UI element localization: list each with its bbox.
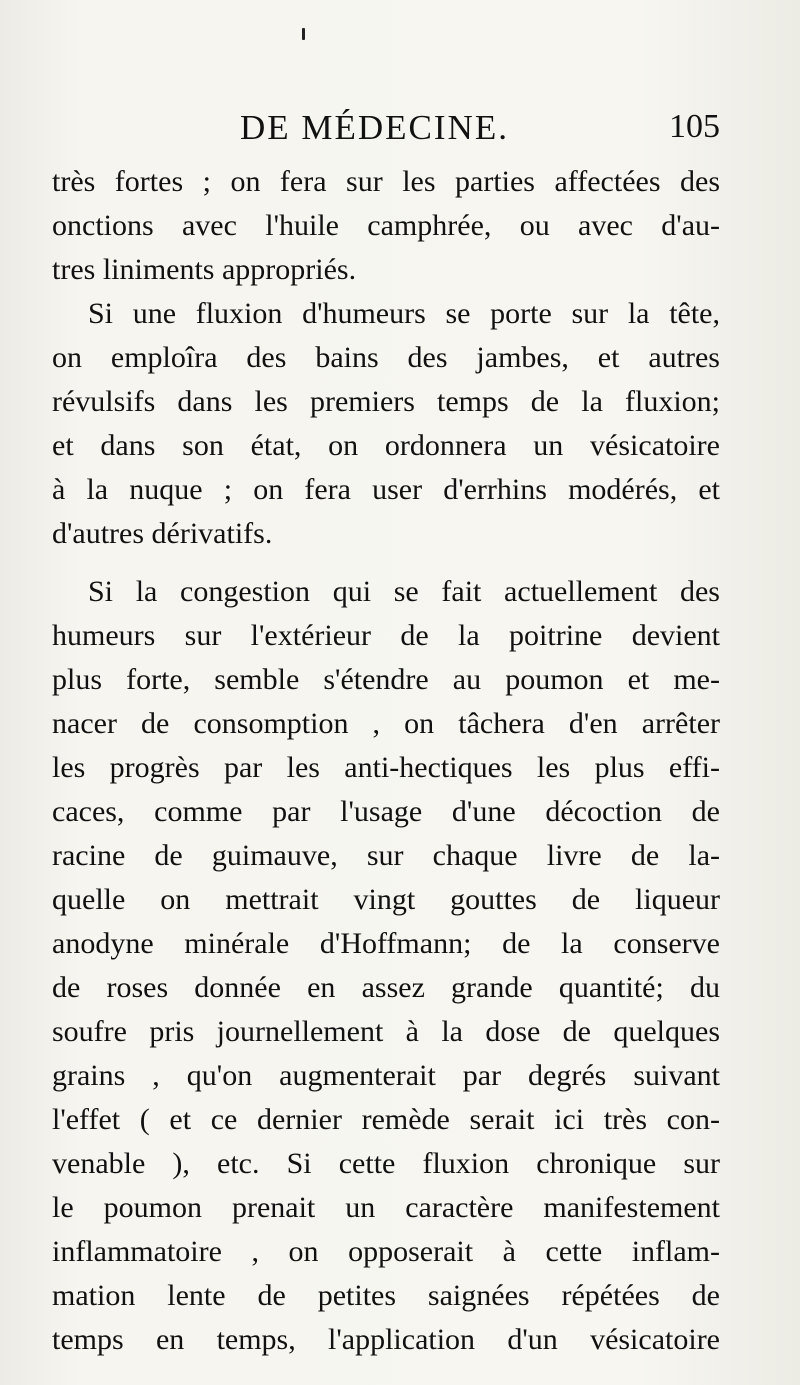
paragraph-gap (52, 556, 720, 570)
text-line: Si la congestion qui se fait actuellement des (88, 575, 720, 608)
text-line: venable ), etc. Si cette fluxion chronique sur (52, 1147, 720, 1180)
text-line: inflammatoire , on opposerait à cette inflam- (52, 1235, 720, 1268)
text-line: à la nuque ; on fera user d'errhins modérés, et (52, 473, 720, 506)
text-line: racine de guimauve, sur chaque livre de la- (52, 839, 720, 872)
ink-mark (302, 28, 305, 40)
text-line: humeurs sur l'extérieur de la poitrine devient (52, 619, 720, 652)
text-line: on emploîra des bains des jambes, et autres (52, 341, 720, 374)
text-line: l'effet ( et ce dernier remède serait ici très con- (52, 1103, 720, 1136)
text-line: et dans son état, on ordonnera un vésicatoire (52, 429, 720, 462)
text-line: révulsifs dans les premiers temps de la fluxion; (52, 385, 720, 418)
running-title: DE MÉDECINE. (240, 108, 509, 147)
text-line: tres liniments appropriés. (52, 253, 357, 286)
text-line: grains , qu'on augmenterait par degrés suivant (52, 1059, 720, 1092)
text-line: d'autres dérivatifs. (52, 517, 273, 550)
text-line: onctions avec l'huile camphrée, ou avec d'au- (52, 209, 720, 242)
text-line: nacer de consomption , on tâchera d'en arrêter (52, 707, 720, 740)
text-line: plus forte, semble s'étendre au poumon et me- (52, 663, 720, 696)
text-line: mation lente de petites saignées répétées de (52, 1279, 720, 1312)
text-line: Si une fluxion d'humeurs se porte sur la tête, (88, 297, 720, 330)
text-line: les progrès par les anti-hectiques les plus effi- (52, 751, 720, 784)
text-line: caces, comme par l'usage d'une décoction de (52, 795, 720, 828)
body-text (52, 160, 720, 1362)
running-header (210, 108, 720, 154)
text-line: anodyne minérale d'Hoffmann; de la conserve (52, 927, 720, 960)
text-line: quelle on mettrait vingt gouttes de liqueur (52, 883, 720, 916)
text-line: de roses donnée en assez grande quantité; du (52, 971, 720, 1004)
text-line: très fortes ; on fera sur les parties affectées des (52, 165, 720, 198)
text-line: soufre pris journellement à la dose de quelques (52, 1015, 720, 1048)
text-line: temps en temps, l'application d'un vésicatoire (52, 1323, 720, 1356)
text-line: le poumon prenait un caractère manifestement (52, 1191, 720, 1224)
page-number: 105 (669, 108, 720, 145)
